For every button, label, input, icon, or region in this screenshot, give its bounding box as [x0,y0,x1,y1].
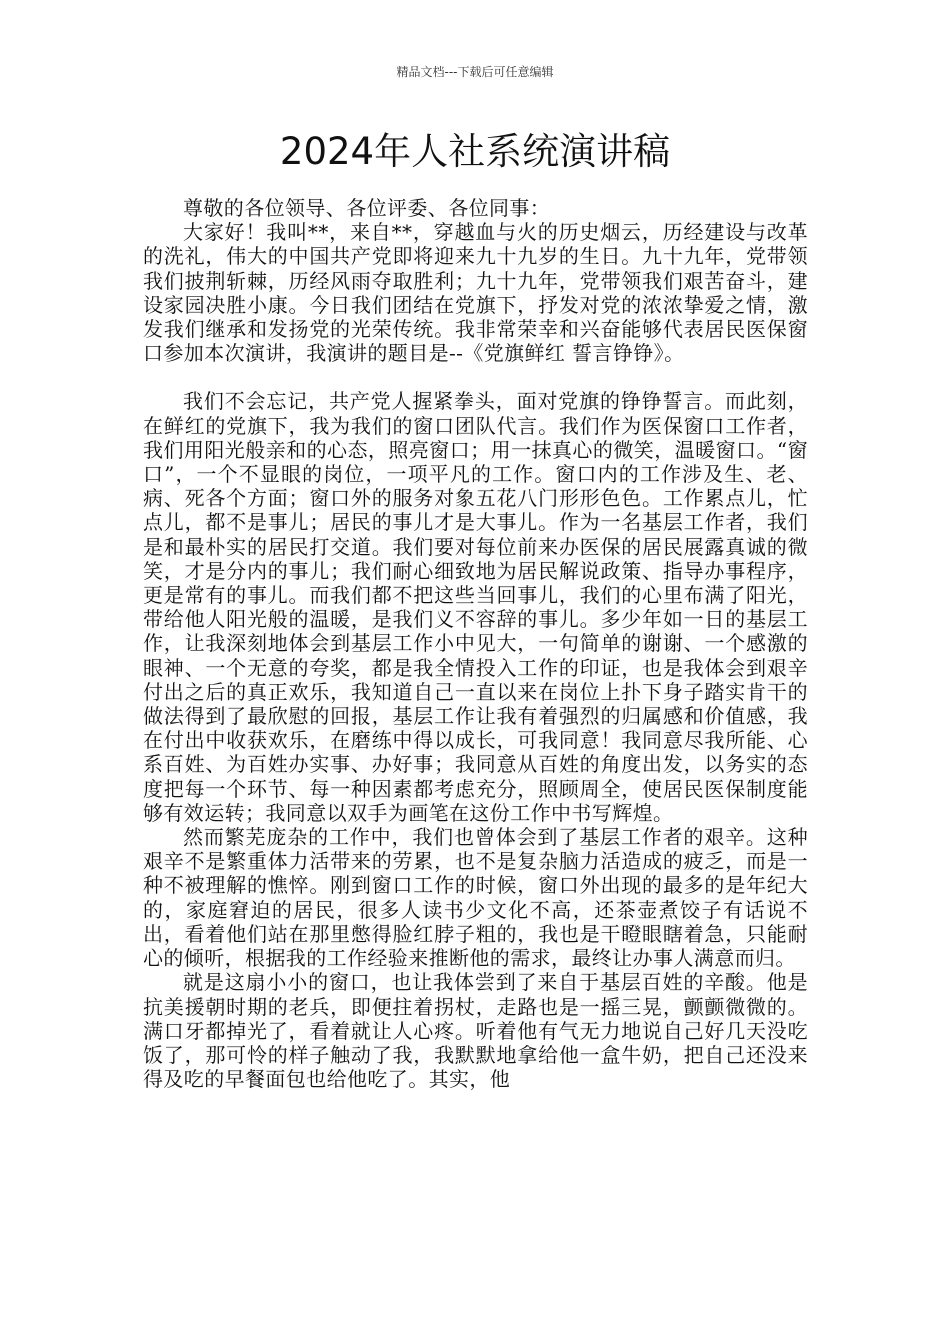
body-paragraph: 然而繁芜庞杂的工作中，我们也曾体会到了基层工作者的艰辛。这种艰辛不是繁重体力活带来的劳累，也不是复杂脑力活造成的疲乏，而是一种不被理解的憔悴。刚到窗口工作的时候，窗口外出现的最多的是年纪大的，家庭窘迫的居民，很多人读书少文化不高，还茶壶煮饺子有话说不出，看着他们站在那里憋得脸红脖子粗的，我也是干瞪眼瞎着急，只能耐心的倾听，根据我的工作经验来推断他的需求，最终让办事人满意而归。 [143,825,808,971]
document-body [143,196,808,1091]
body-paragraph: 大家好！我叫**，来自**，穿越血与火的历史烟云，历经建设与改革的洗礼，伟大的中国共产党即将迎来九十九岁的生日。九十九年，党带领我们披荆斩棘，历经风雨夺取胜利；九十九年，党带领我们艰苦奋斗，建设家园决胜小康。今日我们团结在党旗下，抒发对党的浓浓挚爱之情，激发我们继承和发扬党的光荣传统。我非常荣幸和兴奋能够代表居民医保窗口参加本次演讲，我演讲的题目是--《党旗鲜红 誓言铮铮》。 [143,220,808,366]
salutation-paragraph: 尊敬的各位领导、各位评委、各位同事： [183,196,551,220]
document-title: 2024年人社系统演讲稿 [279,130,671,173]
body-paragraph: 就是这扇小小的窗口，也让我体尝到了来自于基层百姓的辛酸。他是抗美援朝时期的老兵，即便拄着拐杖，走路也是一摇三晃，颤颤微微的。满口牙都掉光了，看着就让人心疼。听着他有气无力地说自己好几天没吃饭了，那可怜的样子触动了我，我默默地拿给他一盒牛奶，把自己还没来得及吃的早餐面包也给他吃了。其实，他 [143,970,808,1092]
header-note: 精品文档---下载后可任意编辑 [396,65,554,79]
body-paragraph: 我们不会忘记，共产党人握紧拳头，面对党旗的铮铮誓言。而此刻，在鲜红的党旗下，我为我们的窗口团队代言。我们作为医保窗口工作者，我们用阳光般亲和的心态，照亮窗口；用一抹真心的微笑，温暖窗口。“窗口”，一个不显眼的岗位，一项平凡的工作。窗口内的工作涉及生、老、病、死各个方面；窗口外的服务对象五花八门形形色色。工作累点儿，忙点儿，都不是事儿；居民的事儿才是大事儿。作为一名基层工作者，我们是和最朴实的居民打交道。我们要对每位前来办医保的居民展露真诚的微笑，才是分内的事儿；我们耐心细致地为居民解说政策、指导办事程序，更是常有的事儿。而我们都不把这些当回事儿，我们的心里布满了阳光，带给他人阳光般的温暖，是我们义不容辞的事儿。多少年如一日的基层工作，让我深刻地体会到基层工作小中见大，一句简单的谢谢、一个感激的眼神、一个无意的夸奖，都是我全情投入工作的印证，也是我体会到艰辛付出之后的真正欢乐，我知道自己一直以来在岗位上扑下身子踏实肯干的做法得到了最欣慰的回报，基层工作让我有着强烈的归属感和价值感，我在付出中收获欢乐，在磨练中得以成长，可我同意！我同意尽我所能、心系百姓、为百姓办实事、办好事；我同意从百姓的角度出发，以务实的态度把每一个环节、每一种因素都考虑充分，照顾周全，使居民医保制度能够有效运转；我同意以双手为画笔在这份工作中书写辉煌。 [143,389,808,825]
